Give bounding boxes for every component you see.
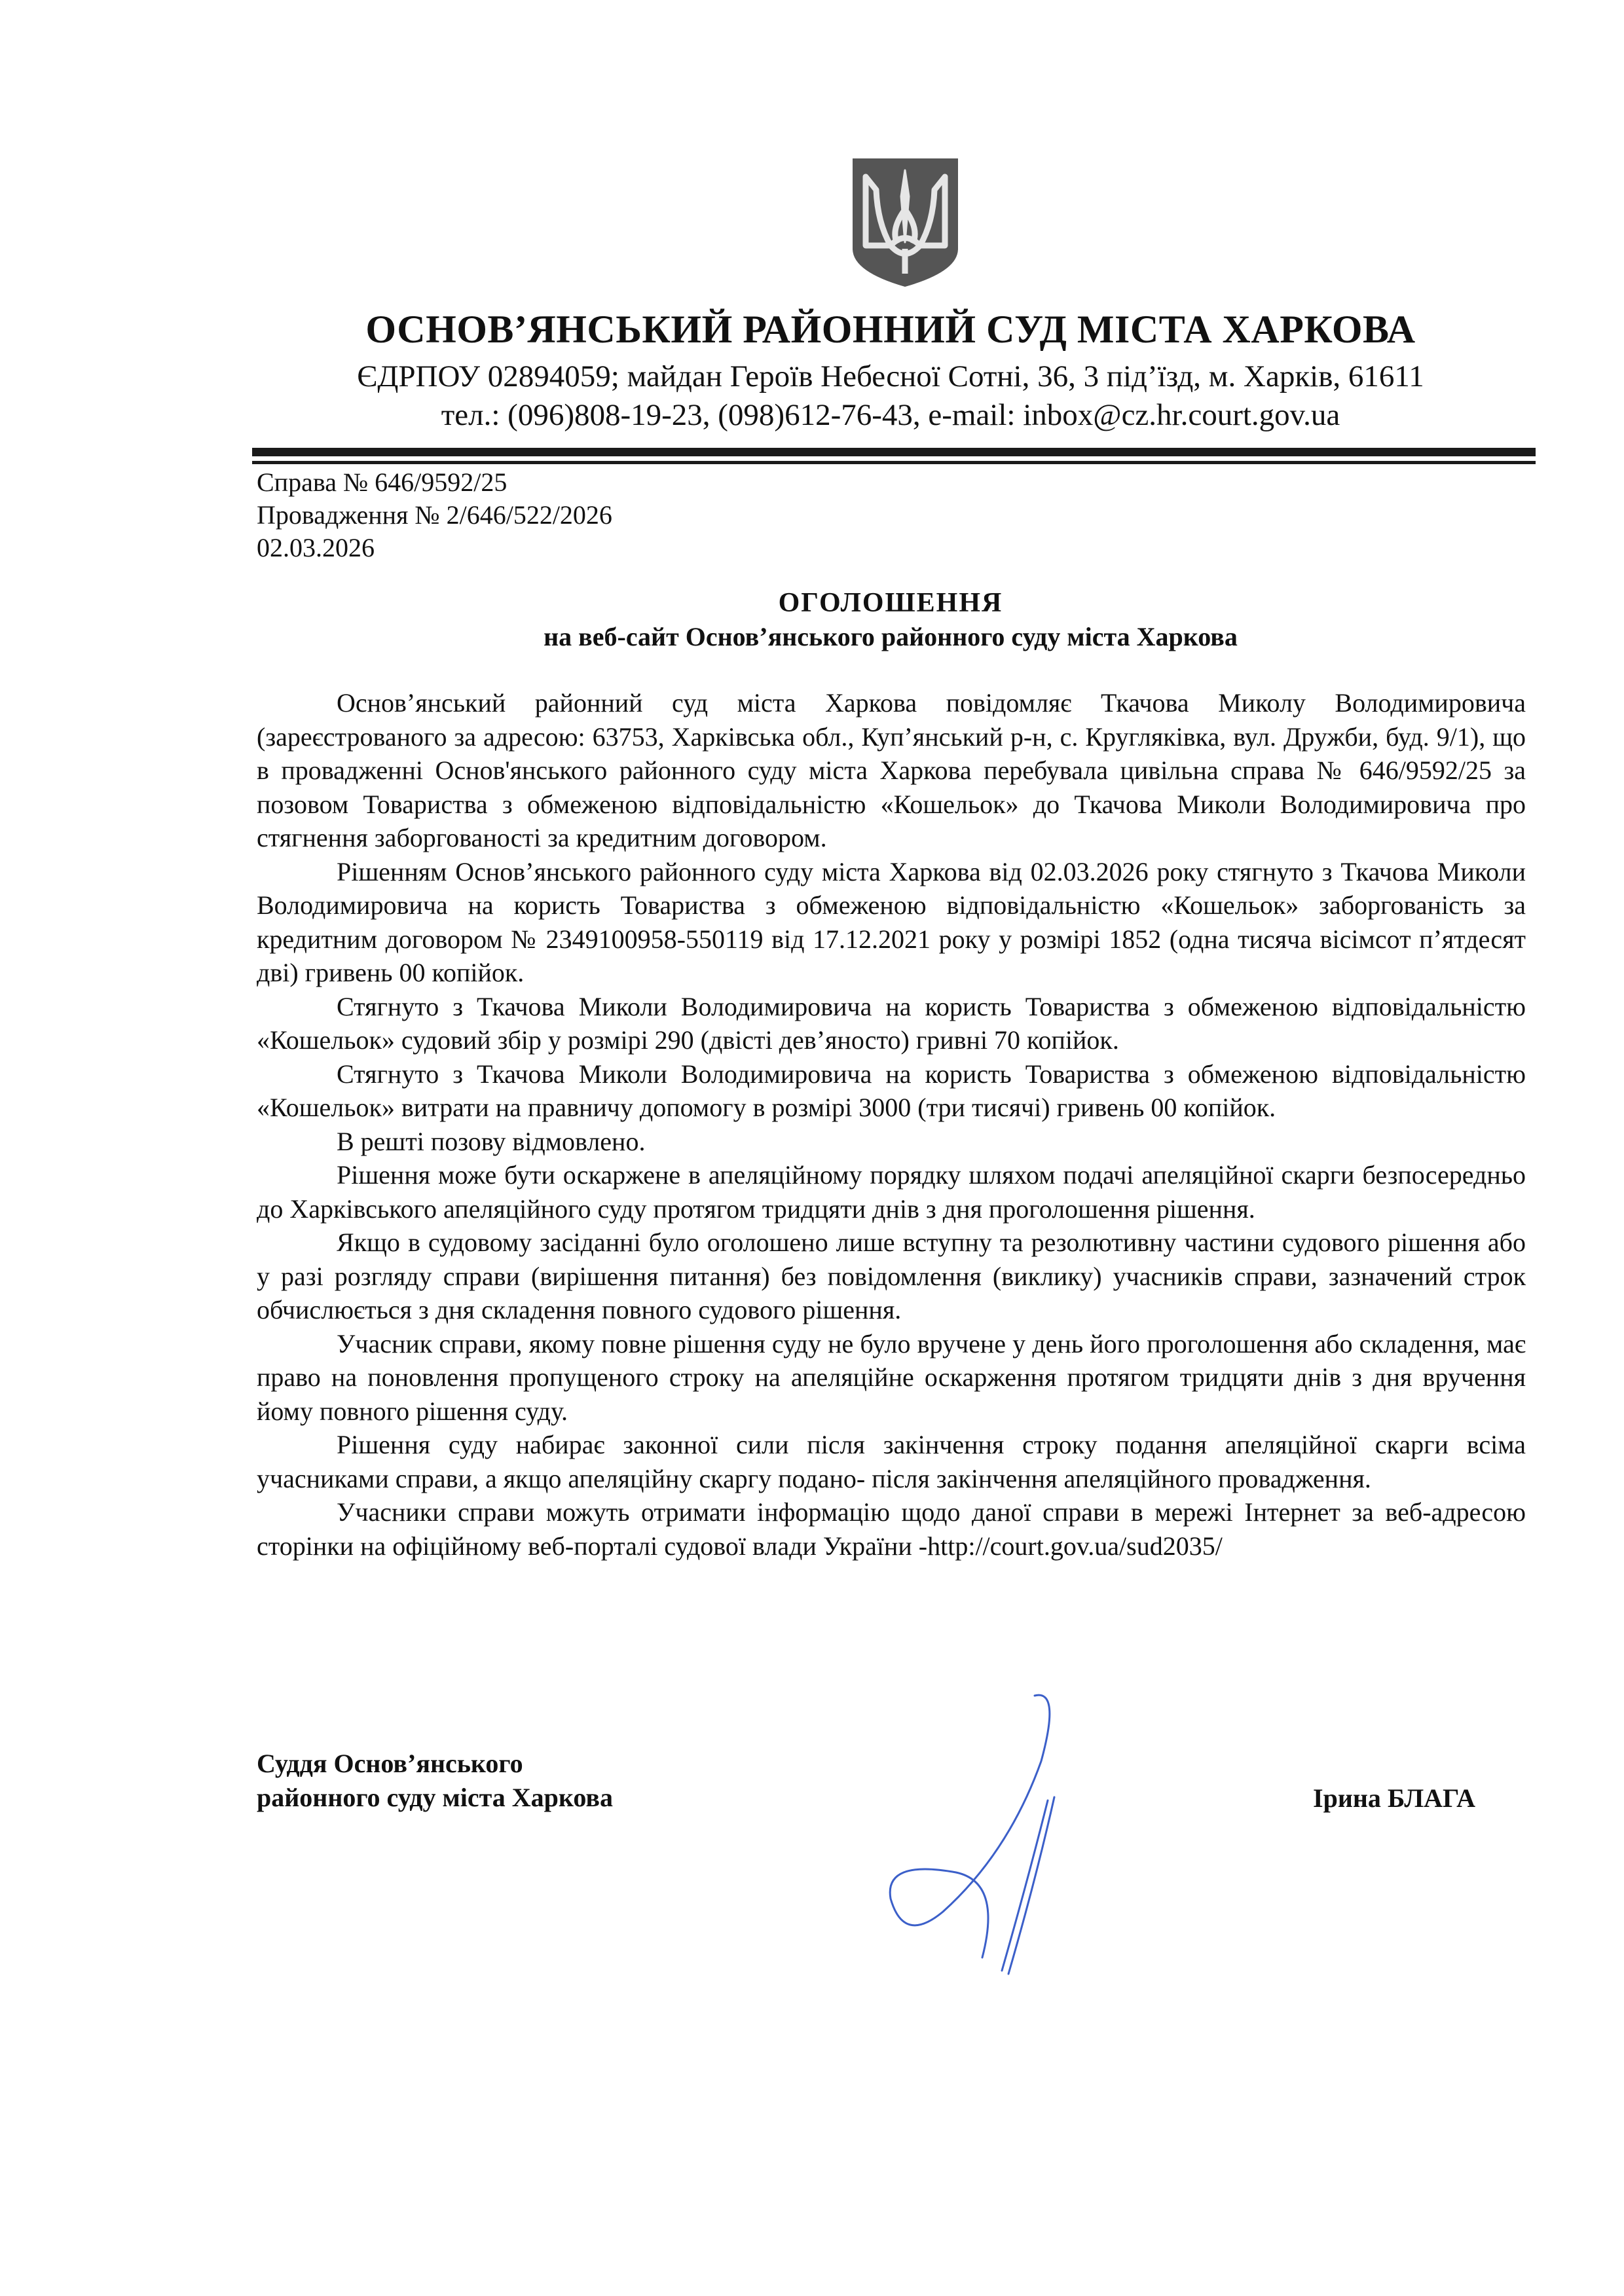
coat-of-arms-icon [851, 157, 959, 288]
paragraph-notice: Основ’янський районний суд міста Харкова повідомляє Ткачова Миколу Володимировича (зареєстрованого за адресою: 63753, Харківська обл., Куп’янський р-н, с. Кругляківка, вул. Дружби, буд. 9/1), що в провадженні Основ'янського районного суду міста Харкова перебувала цивільна справа № 646/9592/25 за позовом Товариства з обмеженою відповідальністю «Кошельок» до Ткачова Миколи Володимировича про стягнення заборгованості за кредитним договором. [257, 688, 1526, 852]
court-contacts: тел.: (096)808-19-23, (098)612-76-43, e-mail: inbox@cz.hr.court.gov.ua [441, 398, 1340, 432]
paragraph-court-fee: Стягнуто з Ткачова Миколи Володимировича на користь Товариства з обмеженою відповідальністю «Кошельок» судовий збір у розмірі 290 (двісті дев’яносто) гривні 70 копійок. [257, 991, 1526, 1055]
paragraph-rest-denied: В решті позову відмовлено. [337, 1126, 646, 1156]
header-divider-thick [252, 448, 1536, 456]
header-divider-thin [252, 461, 1536, 464]
judge-position-line1: Суддя Основ’янського [257, 1749, 523, 1778]
court-name: ОСНОВ’ЯНСЬКИЙ РАЙОННИЙ СУД МІСТА ХАРКОВА [365, 308, 1416, 351]
paragraph-appeal-term: Якщо в судовому засіданні було оголошено лише вступну та резолютивну частини судового рішення або у разі розгляду справи (вирішення питання) без повідомлення (виклику) учасників справи, зазначений строк обчислюється з дня складення повного судового рішення. [257, 1228, 1526, 1324]
announcement-body [257, 686, 1526, 1563]
case-number: Справа № 646/9592/25 [257, 467, 507, 497]
proceeding-number: Провадження № 2/646/522/2026 [257, 500, 612, 530]
paragraph-term-renewal: Учасник справи, якому повне рішення суду не було вручене у день його проголошення або складення, має право на поновлення пропущеного строку на апеляційне оскарження протягом тридцяти днів з дня вручення йому повного рішення суду. [257, 1328, 1526, 1426]
paragraph-decision: Рішенням Основ’янського районного суду міста Харкова від 02.03.2026 року стягнуто з Ткачова Миколи Володимировича на користь Товариства з обмеженою відповідальністю «Кошельок» заборгованість за кредитним договором № 2349100958-550119 від 17.12.2021 року у розмірі 1852 (одна тисяча вісімсот п’ятдесят дві) гривень 00 копійок. [257, 856, 1526, 987]
judge-name: Ірина БЛАГА [1313, 1783, 1476, 1813]
judge-position [257, 1747, 613, 1815]
paragraph-legal-force: Рішення суду набирає законної сили після закінчення строку подання апеляційної скарги всіма учасниками справи, а якщо апеляційну скаргу подано- після закінчення апеляційного провадження. [257, 1430, 1526, 1493]
court-address: ЄДРПОУ 02894059; майдан Героїв Небесної Сотні, 36, 3 під’їзд, м. Харків, 61611 [357, 359, 1424, 393]
document-date: 02.03.2026 [257, 533, 375, 562]
announcement-subtitle: на веб-сайт Основ’янського районного суду міста Харкова [544, 622, 1238, 651]
handwritten-signature-icon [864, 1683, 1139, 1990]
paragraph-appeal: Рішення може бути оскаржене в апеляційному порядку шляхом подачі апеляційної скарги безпосередньо до Харківського апеляційного суду протягом тридцяти днів з дня проголошення рішення. [257, 1160, 1526, 1224]
paragraph-online-info: Учасники справи можуть отримати інформацію щодо даної справи в мережі Інтернет за веб-адресою сторінки на офіційному веб-порталі судової влади України -http://court.gov.ua/sud2035/ [257, 1497, 1526, 1561]
judge-position-line2: районного суду міста Харкова [257, 1783, 614, 1812]
paragraph-legal-costs: Стягнуто з Ткачова Миколи Володимировича на користь Товариства з обмеженою відповідальністю «Кошельок» витрати на правничу допомогу в розмірі 3000 (три тисячі) гривень 00 копійок. [257, 1059, 1526, 1122]
announcement-title: ОГОЛОШЕННЯ [778, 588, 1003, 618]
